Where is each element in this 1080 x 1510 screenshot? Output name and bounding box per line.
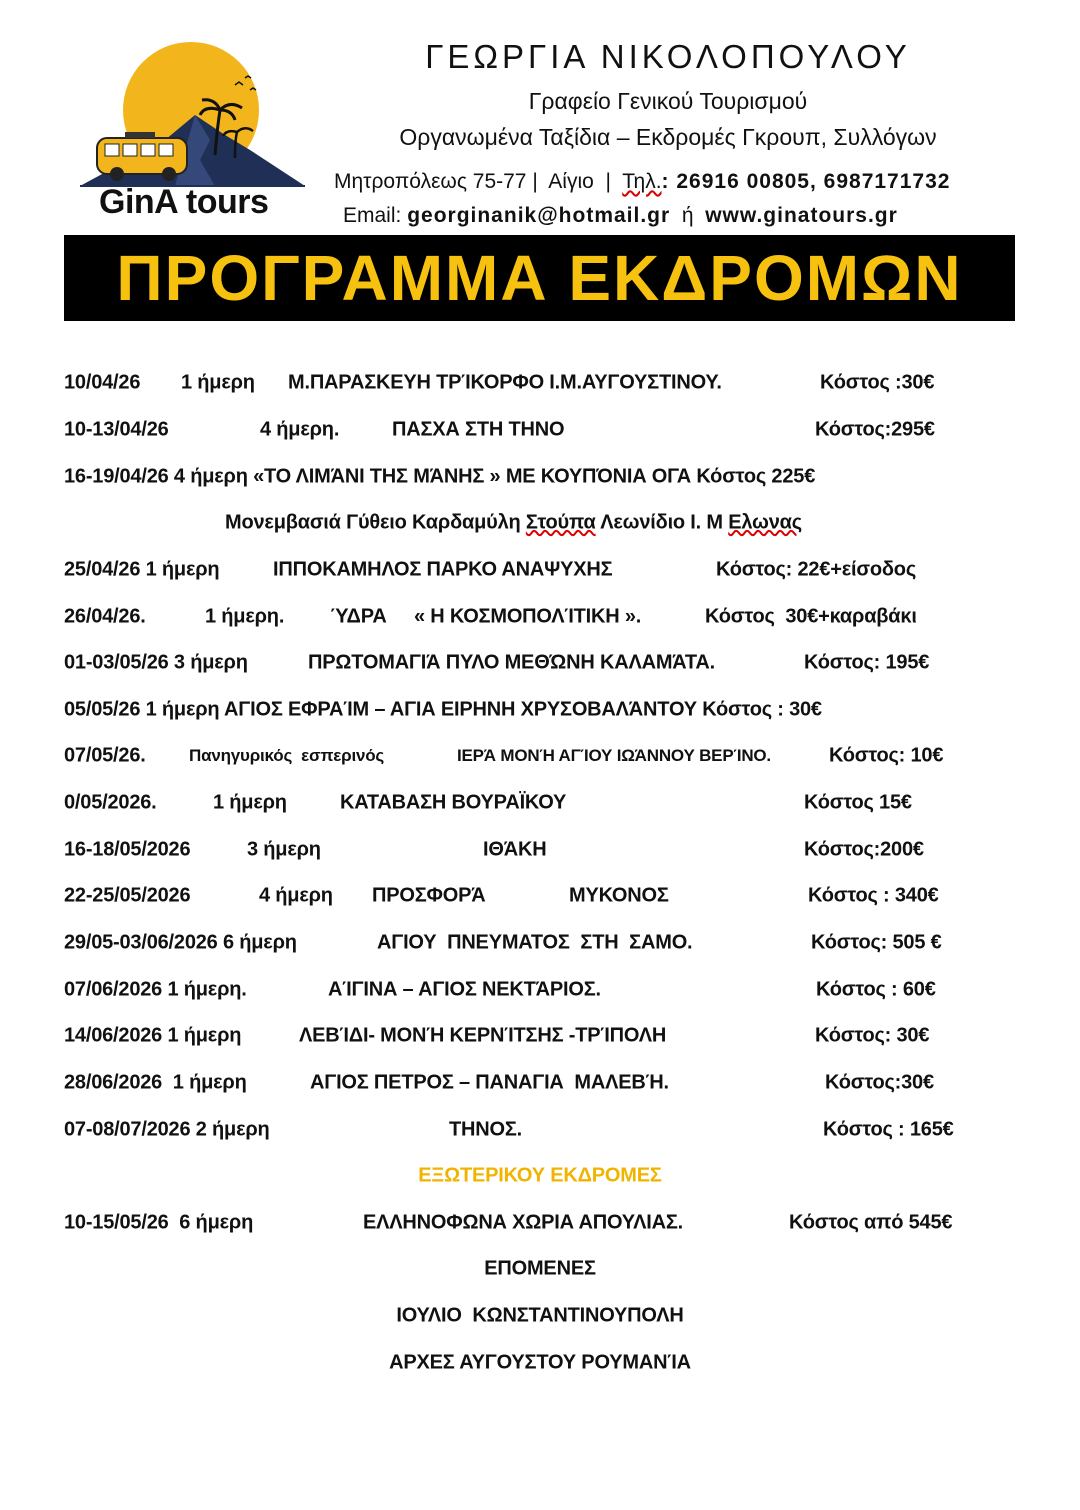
excursion-row-10-field: ΚΑΤΑΒΑΣΗ ΒΟΥΡΑΪΚΟΥ [340,791,567,814]
stop-text: Μονεμβασιά Γύθειο Καρδαμύλη [225,511,526,534]
logo-text: GinA tours [99,183,269,221]
excursion-row-8-field: 05/05/26 1 ήμερη ΑΓΙΟΣ ΕΦΡΑΊΜ – ΑΓΙΑ ΕΙΡΗΝΗ ΧΡΥΣΟΒΑΛΆΝΤΟΥ Κόστος : 30€ [64,698,822,721]
excursion-row-2-field: 4 ήμερη. [260,418,340,441]
abroad-row-field: 10-15/05/26 6 ήμερη [64,1211,254,1234]
abroad-heading: ΕΞΩΤΕΡΙΚΟΥ ΕΚΔΡΟΜΕΣ [418,1164,662,1187]
excursion-row-1-field: 1 ήμερη [181,371,255,394]
excursion-row-9-field: ΙΕΡΆ ΜΟΝΉ ΑΓΊΟΥ ΙΩΆΝΝΟΥ ΒΕΡΊΝΟ. [457,746,771,765]
email-label: Email: [343,204,408,227]
contact-line [334,170,950,194]
excursion-row-14-field: 07/06/2026 1 ήμερη. [64,978,247,1001]
email-line [343,204,898,228]
excursion-row-13-field: Κόστος: 505 € [811,931,942,954]
excursion-row-16-field: 28/06/2026 1 ήμερη [64,1071,247,1094]
excursion-row-6-field: 26/04/26. [64,605,146,628]
excursion-row-12-field: 22-25/05/2026 [64,884,191,907]
excursion-row-12-field: Κόστος : 340€ [808,884,939,907]
excursion-row-12-field: ΜΥΚΟΝΟΣ [569,884,669,907]
excursion-row-6-field: 1 ήμερη. [205,605,285,628]
gina-tours-logo [75,40,315,230]
excursion-row-6-field: ΎΔΡΑ [330,605,387,628]
address: Μητροπόλεως 75-77 | Αίγιο | [334,170,623,193]
excursion-row-16-field: Κόστος:30€ [825,1071,934,1094]
excursion-row-2-field: 10-13/04/26 [64,418,169,441]
excursion-row-5-field: 25/04/26 1 ήμερη [64,558,220,581]
excursion-row-7-field: 01-03/05/26 3 ήμερη [64,651,248,674]
upcoming-item: ΙΟΥΛΙΟ ΚΩΝΣΤΑΝΤΙΝΟΥΠΟΛΗ [396,1304,684,1327]
excursion-row-1-field: Κόστος :30€ [820,371,935,394]
excursion-row-9-field: Πανηγυρικός εσπερινός [189,746,385,765]
excursion-row-13-field: 29/05-03/06/2026 6 ήμερη [64,931,297,954]
program-banner: ΠΡΟΓΡΑΜΜΑ ΕΚΔΡΟΜΩΝ [64,235,1015,321]
excursion-row-13-field: ΑΓΙΟΥ ΠΝΕΥΜΑΤΟΣ ΣΤΗ ΣΑΜΟ. [377,931,693,954]
excursion-row-3-field: 16-19/04/26 4 ήμερη «ΤΟ ΛΙΜΆΝΙ ΤΗΣ ΜΆΝΗΣ » ΜΕ ΚΟΥΠΌΝΙΑ ΟΓΑ Κόστος 225€ [64,465,816,488]
abroad-row-field: Κόστος από 545€ [789,1211,953,1234]
excursion-row-12-field: 4 ήμερη [259,884,333,907]
excursion-row-11-field: 16-18/05/2026 [64,838,191,861]
excursion-row-11-field: Κόστος:200€ [804,838,924,861]
agency-subtitle: Γραφείο Γενικού Τουρισμού [528,88,808,114]
excursion-row-2-field: ΠΑΣΧΑ ΣΤΗ ΤΗΝΟ [392,418,565,441]
excursion-row-15-field: ΛΕΒΊΔΙ- ΜΟΝΉ ΚΕΡΝΊΤΣΗΣ -ΤΡΊΠΟΛΗ [299,1024,667,1047]
excursion-row-1-field: 10/04/26 [64,371,141,394]
excursion-row-11-field: ΙΘΆΚΗ [483,838,547,861]
excursion-row-10-field: 0/05/2026. [64,791,157,814]
excursion-row-14-field: Κόστος : 60€ [816,978,936,1001]
upcoming-item: ΑΡΧΕΣ ΑΥΓΟΥΣΤΟΥ ΡΟΥΜΑΝΊΑ [389,1351,691,1374]
excursion-stops-line [225,512,802,535]
excursion-row-7-field: Κόστος: 195€ [804,651,930,674]
excursion-row-11-field: 3 ήμερη [247,838,321,861]
upcoming-heading: ΕΠΟΜΕΝΕΣ [484,1257,596,1280]
excursion-row-14-field: ΑΊΓΙΝΑ – ΑΓΙΟΣ ΝΕΚΤΆΡΙΟΣ. [328,978,601,1001]
or-text: ή [670,204,706,227]
excursion-row-17-field: ΤΗΝΟΣ. [449,1118,523,1141]
excursion-row-5-field: ΙΠΠΟΚΑΜΗΛΟΣ ΠΑΡΚΟ ΑΝΑΨΥΧΗΣ [273,558,613,581]
excursion-row-2-field: Κόστος:295€ [815,418,935,441]
excursion-row-17-field: Κόστος : 165€ [823,1118,954,1141]
stop-text: Λεωνίδιο Ι. Μ [595,511,729,534]
agency-owner-name: ΓΕΩΡΓΙΑ ΝΙΚΟΛΟΠΟΥΛΟΥ [425,38,911,75]
excursion-row-9-field: Κόστος: 10€ [829,744,944,767]
stop-text: Ελωνας [728,511,802,534]
excursion-row-10-field: Κόστος 15€ [804,791,912,814]
stop-text: Στούπα [525,511,596,534]
phone-numbers: : 26916 00805, 6987171732 [661,170,951,193]
excursion-row-5-field: Κόστος: 22€+είσοδος [716,558,917,581]
excursion-row-15-field: 14/06/2026 1 ήμερη [64,1024,242,1047]
excursion-row-15-field: Κόστος: 30€ [815,1024,930,1047]
excursion-row-9-field: 07/05/26. [64,744,146,767]
website-link[interactable]: www.ginatours.gr [705,204,898,227]
phone-label: Τηλ. [622,170,662,193]
agency-services: Οργανωμένα Ταξίδια – Εκδρομές Γκρουπ, Συλλόγων [399,124,937,150]
excursion-row-6-field: « Η ΚΟΣΜΟΠΟΛΊΤΙΚΗ ». [414,605,642,628]
email-address[interactable]: georginanik@hotmail.gr [407,204,671,227]
excursion-row-7-field: ΠΡΩΤΟΜΑΓΙΆ ΠΥΛΟ ΜΕΘΏΝΗ ΚΑΛΑΜΆΤΑ. [308,651,715,674]
excursion-row-12-field: ΠΡΟΣΦΟΡΆ [372,884,486,907]
excursion-row-1-field: Μ.ΠΑΡΑΣΚΕΥΗ ΤΡΊΚΟΡΦΟ Ι.Μ.ΑΥΓΟΥΣΤΙΝΟΥ. [288,371,722,394]
excursion-row-17-field: 07-08/07/2026 2 ήμερη [64,1118,270,1141]
excursion-row-16-field: ΑΓΙΟΣ ΠΕΤΡΟΣ – ΠΑΝΑΓΙΑ ΜΑΛΕΒΉ. [310,1071,669,1094]
excursion-row-6-field: Κόστος 30€+καραβάκι [705,605,917,628]
abroad-row-field: ΕΛΛΗΝΟΦΩΝΑ ΧΩΡΙΑ ΑΠΟΥΛΙΑΣ. [363,1211,683,1234]
excursion-row-10-field: 1 ήμερη [213,791,287,814]
